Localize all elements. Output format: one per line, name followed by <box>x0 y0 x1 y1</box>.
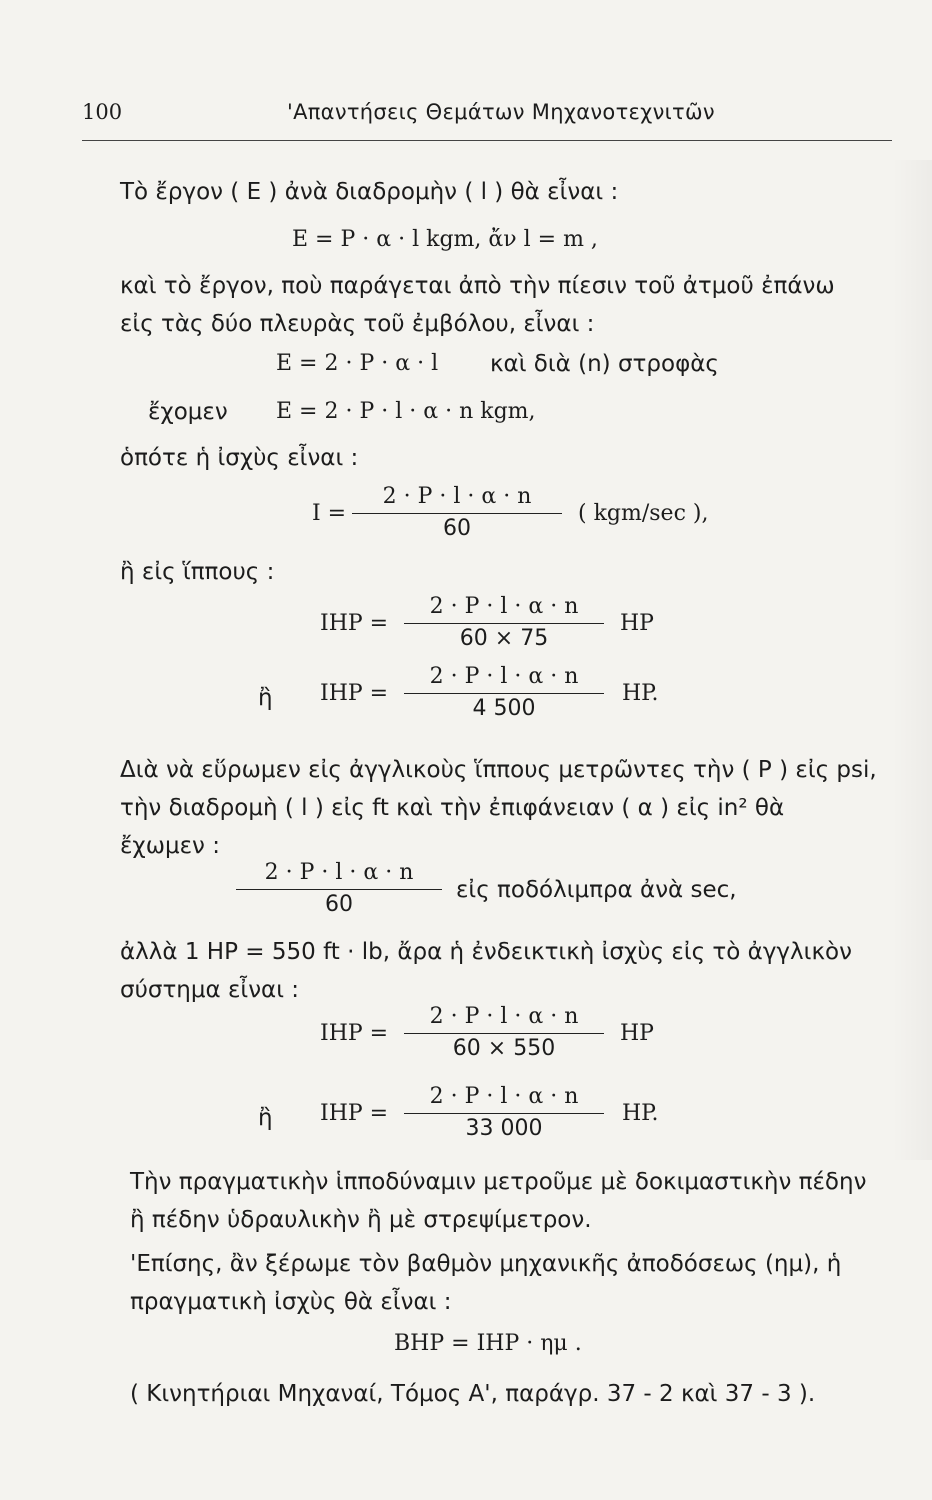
header-rule <box>82 140 892 141</box>
equation-ihp-left: IHP = <box>320 611 389 636</box>
equation-unit: ( kgm/sec ), <box>578 501 709 526</box>
text-line: 'Επίσης, ἂν ξέρωμε τὸν βαθμὸν μηχανικῆς ἀποδόσεως (ημ), ἡ <box>130 1251 842 1277</box>
fraction-ihp-metric-simplified <box>404 664 604 722</box>
fraction-numerator: 2 · P · l · α · n <box>264 860 414 885</box>
text-label: ἢ <box>258 1105 273 1131</box>
fraction-denominator: 4 500 <box>472 696 536 721</box>
text-line: πραγματικὴ ἰσχὺς θὰ εἶναι : <box>130 1289 452 1315</box>
fraction-denominator: 60 <box>443 516 471 541</box>
fraction-numerator: 2 · P · l · α · n <box>429 1084 579 1109</box>
equation-work: E = P · α · l kgm, ἄν l = m , <box>292 227 598 252</box>
fraction-numerator: 2 · P · l · α · n <box>429 664 579 689</box>
equation-work-double: E = 2 · P · α · l <box>276 351 439 376</box>
page-shadow <box>892 160 932 1160</box>
reference-citation: ( Κινητήριαι Μηχαναί, Τόμος Α', παράγρ. 37 - 2 καὶ 37 - 3 ). <box>130 1381 816 1407</box>
equation-unit: HP. <box>622 1101 659 1126</box>
fraction-bar <box>404 623 604 624</box>
equation-work-n: E = 2 · P · l · α · n kgm, <box>276 399 536 424</box>
text-label: ἔχομεν <box>148 399 228 425</box>
fraction-denominator: 33 000 <box>465 1116 543 1141</box>
page-header <box>82 100 892 136</box>
fraction-numerator: 2 · P · l · α · n <box>382 484 532 509</box>
equation-bhp: BHP = IHP · ημ . <box>394 1331 582 1356</box>
fraction-ihp-english-simplified <box>404 1084 604 1142</box>
equation-unit: HP <box>620 611 654 636</box>
equation-ihp-left: IHP = <box>320 1101 389 1126</box>
fraction-bar <box>236 889 442 890</box>
fraction-bar <box>404 1033 604 1034</box>
equation-unit: HP <box>620 1021 654 1046</box>
fraction-power <box>352 484 562 542</box>
equation-unit: HP. <box>622 681 659 706</box>
fraction-denominator: 60 × 75 <box>459 626 549 651</box>
text-line: Τὴν πραγματικὴν ἱπποδύναμιν μετροῦμε μὲ δοκιμαστικὴν πέδην <box>130 1169 867 1195</box>
fraction-denominator: 60 × 550 <box>452 1036 556 1061</box>
fraction-numerator: 2 · P · l · α · n <box>429 594 579 619</box>
fraction-denominator: 60 <box>325 892 353 917</box>
fraction-numerator: 2 · P · l · α · n <box>429 1004 579 1029</box>
text-line: ἀλλὰ 1 HP = 550 ft · lb, ἄρα ἡ ἐνδεικτικὴ ἰσχὺς εἰς τὸ ἀγγλικὸν <box>120 939 852 965</box>
text-line: ὁπότε ἡ ἰσχὺς εἶναι : <box>120 445 359 471</box>
running-title: 'Απαντήσεις Θεμάτων Μηχανοτεχνιτῶν <box>287 100 715 124</box>
text-line: σύστημα εἶναι : <box>120 977 300 1003</box>
equation-ihp-left: IHP = <box>320 1021 389 1046</box>
fraction-english-work <box>236 860 442 918</box>
text-line: καὶ τὸ ἔργον, ποὺ παράγεται ἀπὸ τὴν πίεσιν τοῦ ἀτμοῦ ἐπάνω <box>120 273 835 299</box>
fraction-bar <box>404 1113 604 1114</box>
text-line: Διὰ νὰ εὕρωμεν εἰς ἀγγλικοὺς ἵππους μετρῶντες τὴν ( P ) εἰς psi, <box>120 757 877 783</box>
page-number: 100 <box>82 100 123 124</box>
equation-unit: εἰς ποδόλιμπρα ἀνὰ sec, <box>456 877 737 903</box>
text-line: τὴν διαδρομὴ ( l ) εἰς ft καὶ τὴν ἐπιφάνειαν ( α ) εἰς in² θὰ <box>120 795 785 821</box>
fraction-ihp-english <box>404 1004 604 1062</box>
text-line: εἰς τὰς δύο πλευρὰς τοῦ ἐμβόλου, εἶναι : <box>120 311 595 337</box>
equation-ihp-left: IHP = <box>320 681 389 706</box>
text-line: Τὸ ἔργον ( E ) ἀνὰ διαδρομὴν ( l ) θὰ εἶναι : <box>120 179 619 205</box>
fraction-ihp-metric <box>404 594 604 652</box>
fraction-bar <box>404 693 604 694</box>
text-label: ἢ <box>258 685 273 711</box>
text-line: ἔχωμεν : <box>120 833 220 859</box>
equation-note: καὶ διὰ (n) στροφὰς <box>490 351 719 377</box>
text-line: ἢ εἰς ἵππους : <box>120 559 275 585</box>
text-line: ἢ πέδην ὑδραυλικὴν ἢ μὲ στρεψίμετρον. <box>130 1207 592 1233</box>
fraction-bar <box>352 513 562 514</box>
equation-power-left: I = <box>312 501 347 526</box>
